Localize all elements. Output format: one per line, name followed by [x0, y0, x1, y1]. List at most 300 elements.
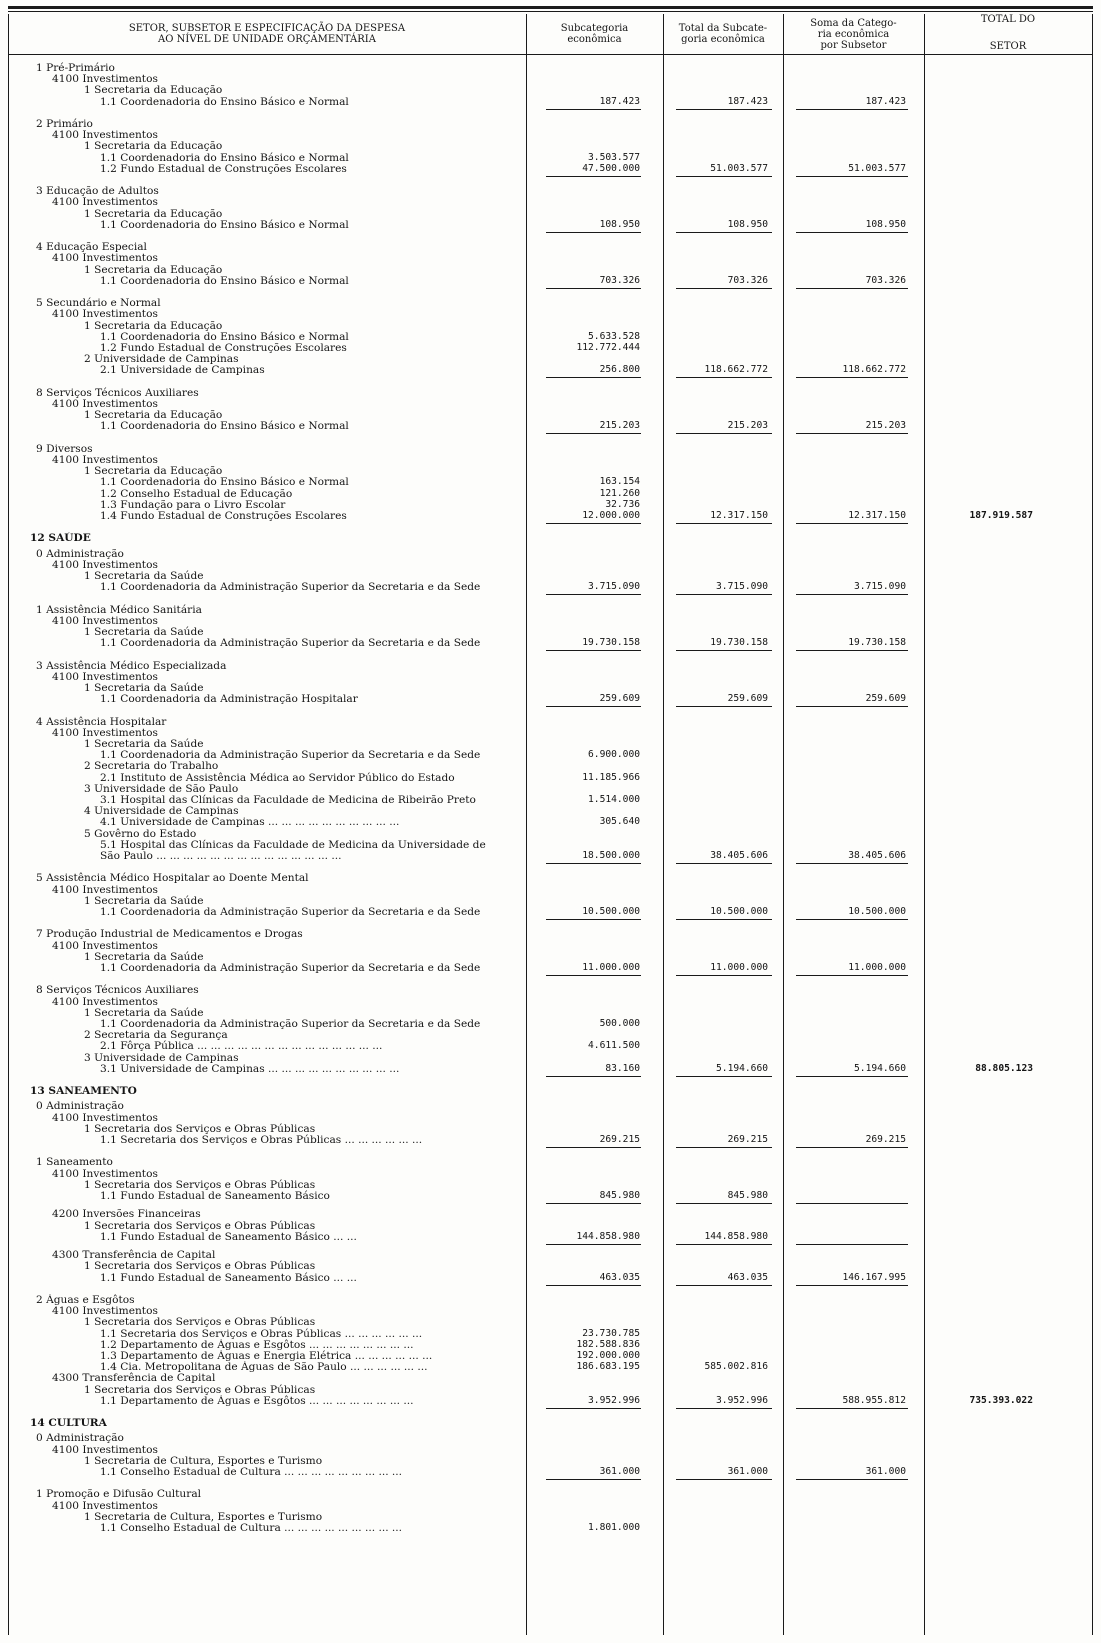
table-row — [0, 1384, 1101, 1396]
table-row — [0, 1455, 1101, 1467]
rule-segment — [546, 594, 641, 595]
table-row — [0, 951, 1101, 963]
table-row — [0, 1305, 1101, 1317]
soma-categoria-value: 118.662.772 — [842, 364, 906, 376]
table-row — [0, 660, 1101, 672]
table-row — [0, 816, 1101, 828]
rule-segment — [676, 1285, 772, 1286]
total-subcategoria-value: 361.000 — [727, 1466, 768, 1477]
header-total-subcategoria — [663, 14, 783, 54]
soma-categoria-value: 10.500.000 — [848, 906, 906, 917]
rule-segment — [796, 650, 908, 651]
row-description: 4100 Investimentos — [52, 995, 158, 1008]
table-row — [0, 682, 1101, 694]
soma-categoria-value: 108.950 — [865, 218, 906, 230]
table-row — [0, 626, 1101, 638]
subcategoria-value: 305.640 — [599, 816, 640, 828]
rule-segment — [796, 1076, 908, 1077]
table-row — [0, 906, 1101, 918]
row-description: 4300 Transferência de Capital — [52, 1249, 216, 1262]
header-rule — [8, 54, 1093, 55]
row-description: 1.1 Secretaria dos Serviços e Obras Públicas ... ... ... ... ... ... — [100, 1327, 423, 1340]
table-row — [0, 928, 1101, 940]
row-description: 1 Secretaria da Saúde — [84, 738, 204, 750]
rule-segment — [546, 109, 641, 110]
table-row — [0, 559, 1101, 571]
soma-categoria-value: 3.715.090 — [854, 581, 906, 593]
header-description — [8, 14, 526, 54]
row-description: 1.1 Coordenadoria da Administração Superior da Secretaria e da Sede — [100, 581, 481, 594]
soma-categoria-value: 187.423 — [865, 95, 906, 107]
table-row — [0, 297, 1101, 309]
rule-segment — [676, 232, 772, 233]
rule-segment — [796, 1244, 908, 1245]
header-total-setor — [924, 14, 1092, 54]
row-description: 2 Águas e Esgôtos — [36, 1294, 135, 1306]
row-description: 1 Secretaria da Saúde — [84, 894, 204, 907]
table-row — [0, 1417, 1101, 1429]
rule-segment — [796, 975, 908, 976]
rule-segment — [546, 706, 641, 707]
row-description: 1.2 Fundo Estadual de Construções Escolares — [100, 342, 347, 354]
table-row — [0, 1511, 1101, 1523]
row-description: 9 Diversos — [36, 442, 93, 455]
rule-segment — [546, 1076, 641, 1077]
table-row — [0, 308, 1101, 320]
rule-segment — [546, 863, 641, 864]
subcategoria-value: 144.858.980 — [576, 1230, 640, 1242]
row-description: 3 Universidade de São Paulo — [84, 782, 239, 795]
row-description: 8 Serviços Técnicos Auxiliares — [36, 386, 199, 399]
soma-categoria-value: 259.609 — [865, 693, 906, 705]
row-description: 5 Secundário e Normal — [36, 297, 161, 310]
table-row — [0, 850, 1101, 862]
row-description: 1 Saneamento — [36, 1156, 113, 1169]
table-row — [0, 443, 1101, 455]
subcategoria-value: 10.500.000 — [582, 906, 640, 917]
row-description: 4.1 Universidade de Campinas ... ... ... ... ... ... ... ... ... ... — [100, 816, 400, 829]
row-description: 3 Universidade de Campinas — [84, 1051, 239, 1064]
subcategoria-value: 32.736 — [605, 498, 640, 510]
rule-segment — [796, 176, 908, 177]
subcategoria-value: 12.000.000 — [582, 510, 640, 521]
table-row — [0, 1112, 1101, 1124]
table-row — [0, 884, 1101, 896]
rule-segment — [546, 377, 641, 378]
rule-segment — [546, 523, 641, 524]
row-description: 1 Pré-Primário — [36, 62, 115, 74]
header-sub-line-2: econômica — [567, 34, 622, 45]
row-description: 4100 Investimentos — [52, 454, 158, 466]
row-description: 1 Secretaria de Cultura, Esportes e Turismo — [84, 1454, 323, 1467]
row-description: 1 Secretaria da Educação — [84, 263, 223, 276]
rule-segment — [546, 919, 641, 920]
row-description: 1 Secretaria da Saúde — [84, 626, 204, 638]
rule-segment — [546, 975, 641, 976]
rule-segment — [676, 433, 772, 434]
rule-segment — [676, 919, 772, 920]
total-subcategoria-value: 269.215 — [727, 1134, 768, 1145]
row-description: 1 Secretaria de Cultura, Esportes e Turismo — [84, 1510, 323, 1523]
row-description: 1.1 Secretaria dos Serviços e Obras Públicas ... ... ... ... ... ... — [100, 1134, 423, 1146]
subcategoria-value: 845.980 — [599, 1190, 640, 1201]
table-row — [0, 1220, 1101, 1232]
header-desc-line-2: AO NÍVEL DE UNIDADE ORÇAMENTÁRIA — [158, 34, 376, 45]
row-description: 4100 Investimentos — [52, 614, 158, 627]
table-row — [0, 1339, 1101, 1351]
rule-segment — [676, 1203, 772, 1204]
rule-segment — [796, 919, 908, 920]
row-description: 4100 Investimentos — [52, 398, 158, 410]
table-row — [0, 499, 1101, 511]
table-row — [0, 805, 1101, 817]
table-row — [0, 581, 1101, 593]
header-total-line-1: Total da Subcate- — [678, 23, 768, 34]
row-description: 1 Secretaria da Saúde — [84, 1006, 204, 1019]
row-description: 1.2 Departamento de Águas e Esgôtos ... ... ... ... ... ... ... ... — [100, 1338, 414, 1351]
row-description: 1 Secretaria da Educação — [84, 140, 223, 153]
rule-segment — [676, 975, 772, 976]
row-description: 2 Primário — [36, 118, 93, 130]
row-description: 1 Secretaria da Educação — [84, 319, 223, 332]
total-subcategoria-value: 144.858.980 — [704, 1230, 768, 1242]
row-description: 1.1 Departamento de Águas e Esgôtos ... ... ... ... ... ... ... ... — [100, 1394, 414, 1407]
total-subcategoria-value: 118.662.772 — [704, 364, 768, 376]
table-row — [0, 532, 1101, 544]
table-row — [0, 241, 1101, 253]
row-description: 1.3 Fundação para o Livro Escolar — [100, 498, 286, 511]
soma-categoria-value: 703.326 — [865, 274, 906, 286]
table-row — [0, 1466, 1101, 1478]
row-description: 4100 Investimentos — [52, 1167, 158, 1180]
rule-segment — [796, 1203, 908, 1204]
soma-categoria-value: 5.194.660 — [854, 1062, 906, 1074]
row-description: 3.1 Hospital das Clínicas da Faculdade de Medicina de Ribeirão Preto — [100, 794, 476, 806]
table-row — [0, 1272, 1101, 1284]
rule-segment — [676, 863, 772, 864]
row-description: 1.1 Coordenadoria do Ensino Básico e Normal — [100, 151, 349, 164]
table-row — [0, 62, 1101, 74]
subcategoria-value: 187.423 — [599, 95, 640, 107]
subcategoria-value: 108.950 — [599, 218, 640, 230]
total-subcategoria-value: 215.203 — [727, 420, 768, 432]
soma-categoria-value: 146.167.995 — [842, 1271, 906, 1283]
table-row — [0, 738, 1101, 750]
row-description: 2.1 Universidade de Campinas — [100, 364, 265, 377]
table-row — [0, 1361, 1101, 1373]
table-row — [0, 1350, 1101, 1362]
row-description: 1 Secretaria dos Serviços e Obras Públicas — [84, 1316, 316, 1329]
total-setor-value: 187.919.587 — [969, 510, 1033, 521]
row-description: 1.1 Fundo Estadual de Saneamento Básico ... ... — [100, 1271, 357, 1284]
row-description: 7 Produção Industrial de Medicamentos e Drogas — [36, 928, 303, 941]
table-row — [0, 1029, 1101, 1041]
row-description: 1.1 Coordenadoria da Administração Superior da Secretaria e da Sede — [100, 1018, 481, 1030]
subcategoria-value: 192.000.000 — [576, 1350, 640, 1361]
row-description: 4 Educação Especial — [36, 241, 147, 254]
table-row — [0, 749, 1101, 761]
row-description: 2.1 Instituto de Assistência Médica ao Servidor Público do Estado — [100, 771, 455, 784]
row-description: 4100 Investimentos — [52, 1305, 158, 1318]
row-description: 4100 Investimentos — [52, 726, 158, 739]
table-row — [0, 1328, 1101, 1340]
rule-segment — [546, 1244, 641, 1245]
row-description: 1.1 Fundo Estadual de Saneamento Básico — [100, 1190, 330, 1202]
rule-segment — [676, 288, 772, 289]
row-description: 4100 Investimentos — [52, 1443, 158, 1456]
table-row — [0, 118, 1101, 130]
row-description: 1 Secretaria dos Serviços e Obras Públicas — [84, 1219, 316, 1232]
row-description: 1 Secretaria dos Serviços e Obras Públicas — [84, 1178, 316, 1191]
table-row — [0, 1249, 1101, 1261]
table-row — [0, 727, 1101, 739]
rule-segment — [796, 863, 908, 864]
table-row — [0, 1018, 1101, 1030]
rule-segment — [796, 1147, 908, 1148]
table-row — [0, 196, 1101, 208]
row-description: 1.1 Coordenadoria do Ensino Básico e Normal — [100, 218, 349, 231]
subcategoria-value: 500.000 — [599, 1018, 640, 1029]
table-row — [0, 570, 1101, 582]
table-row — [0, 275, 1101, 287]
table-row — [0, 409, 1101, 421]
soma-categoria-value: 19.730.158 — [848, 637, 906, 649]
rule-segment — [676, 1244, 772, 1245]
row-description: 1.1 Conselho Estadual de Cultura ... ... ... ... ... ... ... ... ... — [100, 1466, 403, 1478]
rule-segment — [546, 232, 641, 233]
row-description: 0 Administração — [36, 1100, 124, 1113]
row-description: 1 Secretaria da Educação — [84, 207, 223, 220]
row-description: 8 Serviços Técnicos Auxiliares — [36, 984, 199, 997]
soma-categoria-value: 269.215 — [865, 1134, 906, 1145]
row-description: 1.1 Coordenadoria do Ensino Básico e Normal — [100, 420, 349, 433]
total-subcategoria-value: 585.002.816 — [704, 1361, 768, 1373]
total-subcategoria-value: 12.317.150 — [710, 510, 768, 521]
table-row — [0, 320, 1101, 332]
row-description: 4200 Inversões Financeiras — [52, 1208, 201, 1221]
rule-segment — [796, 523, 908, 524]
subcategoria-value: 83.160 — [605, 1062, 640, 1074]
row-description: 4100 Investimentos — [52, 558, 158, 571]
table-row — [0, 353, 1101, 365]
row-description: 0 Administração — [36, 1432, 124, 1445]
table-row — [0, 1190, 1101, 1202]
table-row — [0, 73, 1101, 85]
row-description: 1 Secretaria da Saúde — [84, 950, 204, 963]
row-description: 1 Secretaria da Saúde — [84, 570, 204, 582]
table-row — [0, 1063, 1101, 1075]
row-description: 4100 Investimentos — [52, 939, 158, 952]
row-description: 1 Secretaria da Educação — [84, 465, 223, 478]
header-soma-line-1: Soma da Catego- — [810, 17, 897, 29]
rule-segment — [546, 1285, 641, 1286]
total-subcategoria-value: 10.500.000 — [710, 906, 768, 917]
rule-segment — [676, 706, 772, 707]
soma-categoria-value: 215.203 — [865, 420, 906, 432]
table-row — [0, 839, 1101, 851]
table-row — [0, 152, 1101, 164]
table-row — [0, 760, 1101, 772]
row-description: 1.1 Coordenadoria do Ensino Básico e Normal — [100, 330, 349, 343]
soma-categoria-value: 11.000.000 — [848, 962, 906, 973]
row-description: 1.1 Conselho Estadual de Cultura ... ... ... ... ... ... ... ... ... — [100, 1522, 403, 1534]
subcategoria-value: 4.611.500 — [588, 1040, 640, 1052]
rule-segment — [796, 109, 908, 110]
row-description: 1.2 Conselho Estadual de Educação — [100, 487, 293, 500]
table-row — [0, 637, 1101, 649]
subcategoria-value: 18.500.000 — [582, 850, 640, 861]
rule-segment — [546, 1479, 641, 1480]
table-row — [0, 342, 1101, 354]
row-description: 1.4 Fundo Estadual de Construções Escolares — [100, 510, 347, 522]
rule-segment — [546, 288, 641, 289]
table-row — [0, 783, 1101, 795]
row-description: 2 Secretaria da Segurança — [84, 1029, 228, 1042]
total-subcategoria-value: 11.000.000 — [710, 962, 768, 973]
row-description: 1.1 Coordenadoria da Administração Superior da Secretaria e da Sede — [100, 962, 481, 974]
rule-segment — [676, 1147, 772, 1148]
table-row — [0, 1179, 1101, 1191]
subcategoria-value: 5.633.528 — [588, 330, 640, 342]
rule-segment — [546, 1203, 641, 1204]
row-description: 4 Assistência Hospitalar — [36, 715, 167, 728]
table-row — [0, 604, 1101, 616]
rule-segment — [676, 594, 772, 595]
header-soma-line-2: ria econômica — [817, 28, 890, 40]
rule-segment — [796, 288, 908, 289]
header-soma-categoria — [783, 14, 924, 54]
table-row — [0, 996, 1101, 1008]
row-description: 4100 Investimentos — [52, 73, 158, 86]
row-description: 4100 Investimentos — [52, 129, 158, 142]
soma-categoria-value: 51.003.577 — [848, 162, 906, 174]
row-description: 1 Secretaria da Saúde — [84, 682, 204, 694]
rule-segment — [676, 1408, 772, 1409]
table-row — [0, 716, 1101, 728]
rule-segment — [676, 650, 772, 651]
rule-segment — [796, 1408, 908, 1409]
subcategoria-value: 11.185.966 — [582, 771, 640, 783]
total-subcategoria-value: 3.715.090 — [716, 581, 768, 593]
subcategoria-value: 1.514.000 — [588, 794, 640, 805]
table-row — [0, 794, 1101, 806]
row-description: 1 Secretaria da Educação — [84, 84, 223, 97]
table-row — [0, 693, 1101, 705]
subcategoria-value: 163.154 — [599, 476, 640, 488]
table-row — [0, 1488, 1101, 1500]
table-row — [0, 398, 1101, 410]
table-row — [0, 1208, 1101, 1220]
row-description: 2.1 Fôrça Pública ... ... ... ... ... ... ... ... ... ... ... ... ... ... — [100, 1040, 383, 1053]
row-description: 4300 Transferência de Capital — [52, 1372, 216, 1385]
table-row — [0, 1123, 1101, 1135]
table-row — [0, 331, 1101, 343]
row-description: 4 Universidade de Campinas — [84, 805, 239, 818]
rule-segment — [676, 1076, 772, 1077]
row-description: 4100 Investimentos — [52, 883, 158, 896]
table-row — [0, 772, 1101, 784]
row-description: 3 Assistência Médico Especializada — [36, 659, 227, 672]
row-description: 1.4 Cia. Metropolitana de Águas de São Paulo ... ... ... ... ... ... — [100, 1361, 428, 1374]
header-setor-line-1: TOTAL DO — [980, 14, 1036, 25]
table-row — [0, 1052, 1101, 1064]
rule-segment — [796, 433, 908, 434]
row-description: São Paulo ... ... ... ... ... ... ... ... ... ... ... ... ... ... — [100, 850, 342, 862]
row-description: 5 Govêrno do Estado — [84, 827, 197, 840]
row-description: 2 Secretaria do Trabalho — [84, 760, 219, 773]
row-description: 1.2 Fundo Estadual de Construções Escolares — [100, 162, 347, 175]
header-total-line-2: goria econômica — [681, 34, 765, 45]
table-row — [0, 185, 1101, 197]
table-row — [0, 129, 1101, 141]
table-row — [0, 140, 1101, 152]
table-row — [0, 872, 1101, 884]
soma-categoria-value: 361.000 — [865, 1466, 906, 1477]
row-description: 1.1 Coordenadoria do Ensino Básico e Normal — [100, 476, 349, 489]
table-row — [0, 476, 1101, 488]
row-description: 1.3 Departamento de Águas e Energia Elétrica ... ... ... ... ... ... — [100, 1350, 433, 1362]
table-row — [0, 1444, 1101, 1456]
soma-categoria-value: 38.405.606 — [848, 850, 906, 861]
table-row — [0, 671, 1101, 683]
subcategoria-value: 3.952.996 — [588, 1394, 640, 1406]
subcategoria-value: 256.800 — [599, 364, 640, 376]
total-subcategoria-value: 259.609 — [727, 693, 768, 705]
table-row — [0, 1522, 1101, 1534]
row-description: 5.1 Hospital das Clínicas da Faculdade de Medicina da Universidade de — [100, 838, 486, 851]
subcategoria-value: 11.000.000 — [582, 962, 640, 973]
rule-segment — [676, 109, 772, 110]
row-description: 5 Assistência Médico Hospitalar ao Doente Mental — [36, 872, 309, 885]
rule-segment — [796, 1285, 908, 1286]
subcategoria-value: 215.203 — [599, 420, 640, 432]
table-row — [0, 984, 1101, 996]
row-description: 1 Assistência Médico Sanitária — [36, 603, 202, 616]
table-row — [0, 1040, 1101, 1052]
table-row — [0, 895, 1101, 907]
header-setor-line-2: SETOR — [989, 41, 1027, 52]
row-description: 4100 Investimentos — [52, 1111, 158, 1124]
subcategoria-value: 6.900.000 — [588, 749, 640, 761]
subcategoria-value: 112.772.444 — [576, 342, 640, 353]
rule-segment — [546, 1147, 641, 1148]
rule-segment — [676, 1479, 772, 1480]
table-row — [0, 940, 1101, 952]
total-subcategoria-value: 108.950 — [727, 218, 768, 230]
total-subcategoria-value: 3.952.996 — [716, 1394, 768, 1406]
total-subcategoria-value: 38.405.606 — [710, 850, 768, 861]
table-row — [0, 1085, 1101, 1097]
row-description: 1.1 Coordenadoria da Administração Superior da Secretaria e da Sede — [100, 749, 481, 762]
soma-categoria-value: 12.317.150 — [848, 510, 906, 521]
table-row — [0, 163, 1101, 175]
row-description: 4100 Investimentos — [52, 1499, 158, 1512]
rule-segment — [796, 377, 908, 378]
top-rule — [8, 6, 1093, 9]
row-description: 3 Educação de Adultos — [36, 185, 159, 198]
row-description: 1.1 Coordenadoria do Ensino Básico e Normal — [100, 95, 349, 108]
subcategoria-value: 3.715.090 — [588, 581, 640, 593]
subcategoria-value: 19.730.158 — [582, 637, 640, 649]
header-subcategoria — [526, 14, 663, 54]
table-row — [0, 208, 1101, 220]
table-row — [0, 96, 1101, 108]
table-row — [0, 84, 1101, 96]
table-row — [0, 454, 1101, 466]
rule-segment — [546, 650, 641, 651]
row-description: 1.1 Fundo Estadual de Saneamento Básico ... ... — [100, 1230, 357, 1243]
row-description: 4100 Investimentos — [52, 196, 158, 209]
